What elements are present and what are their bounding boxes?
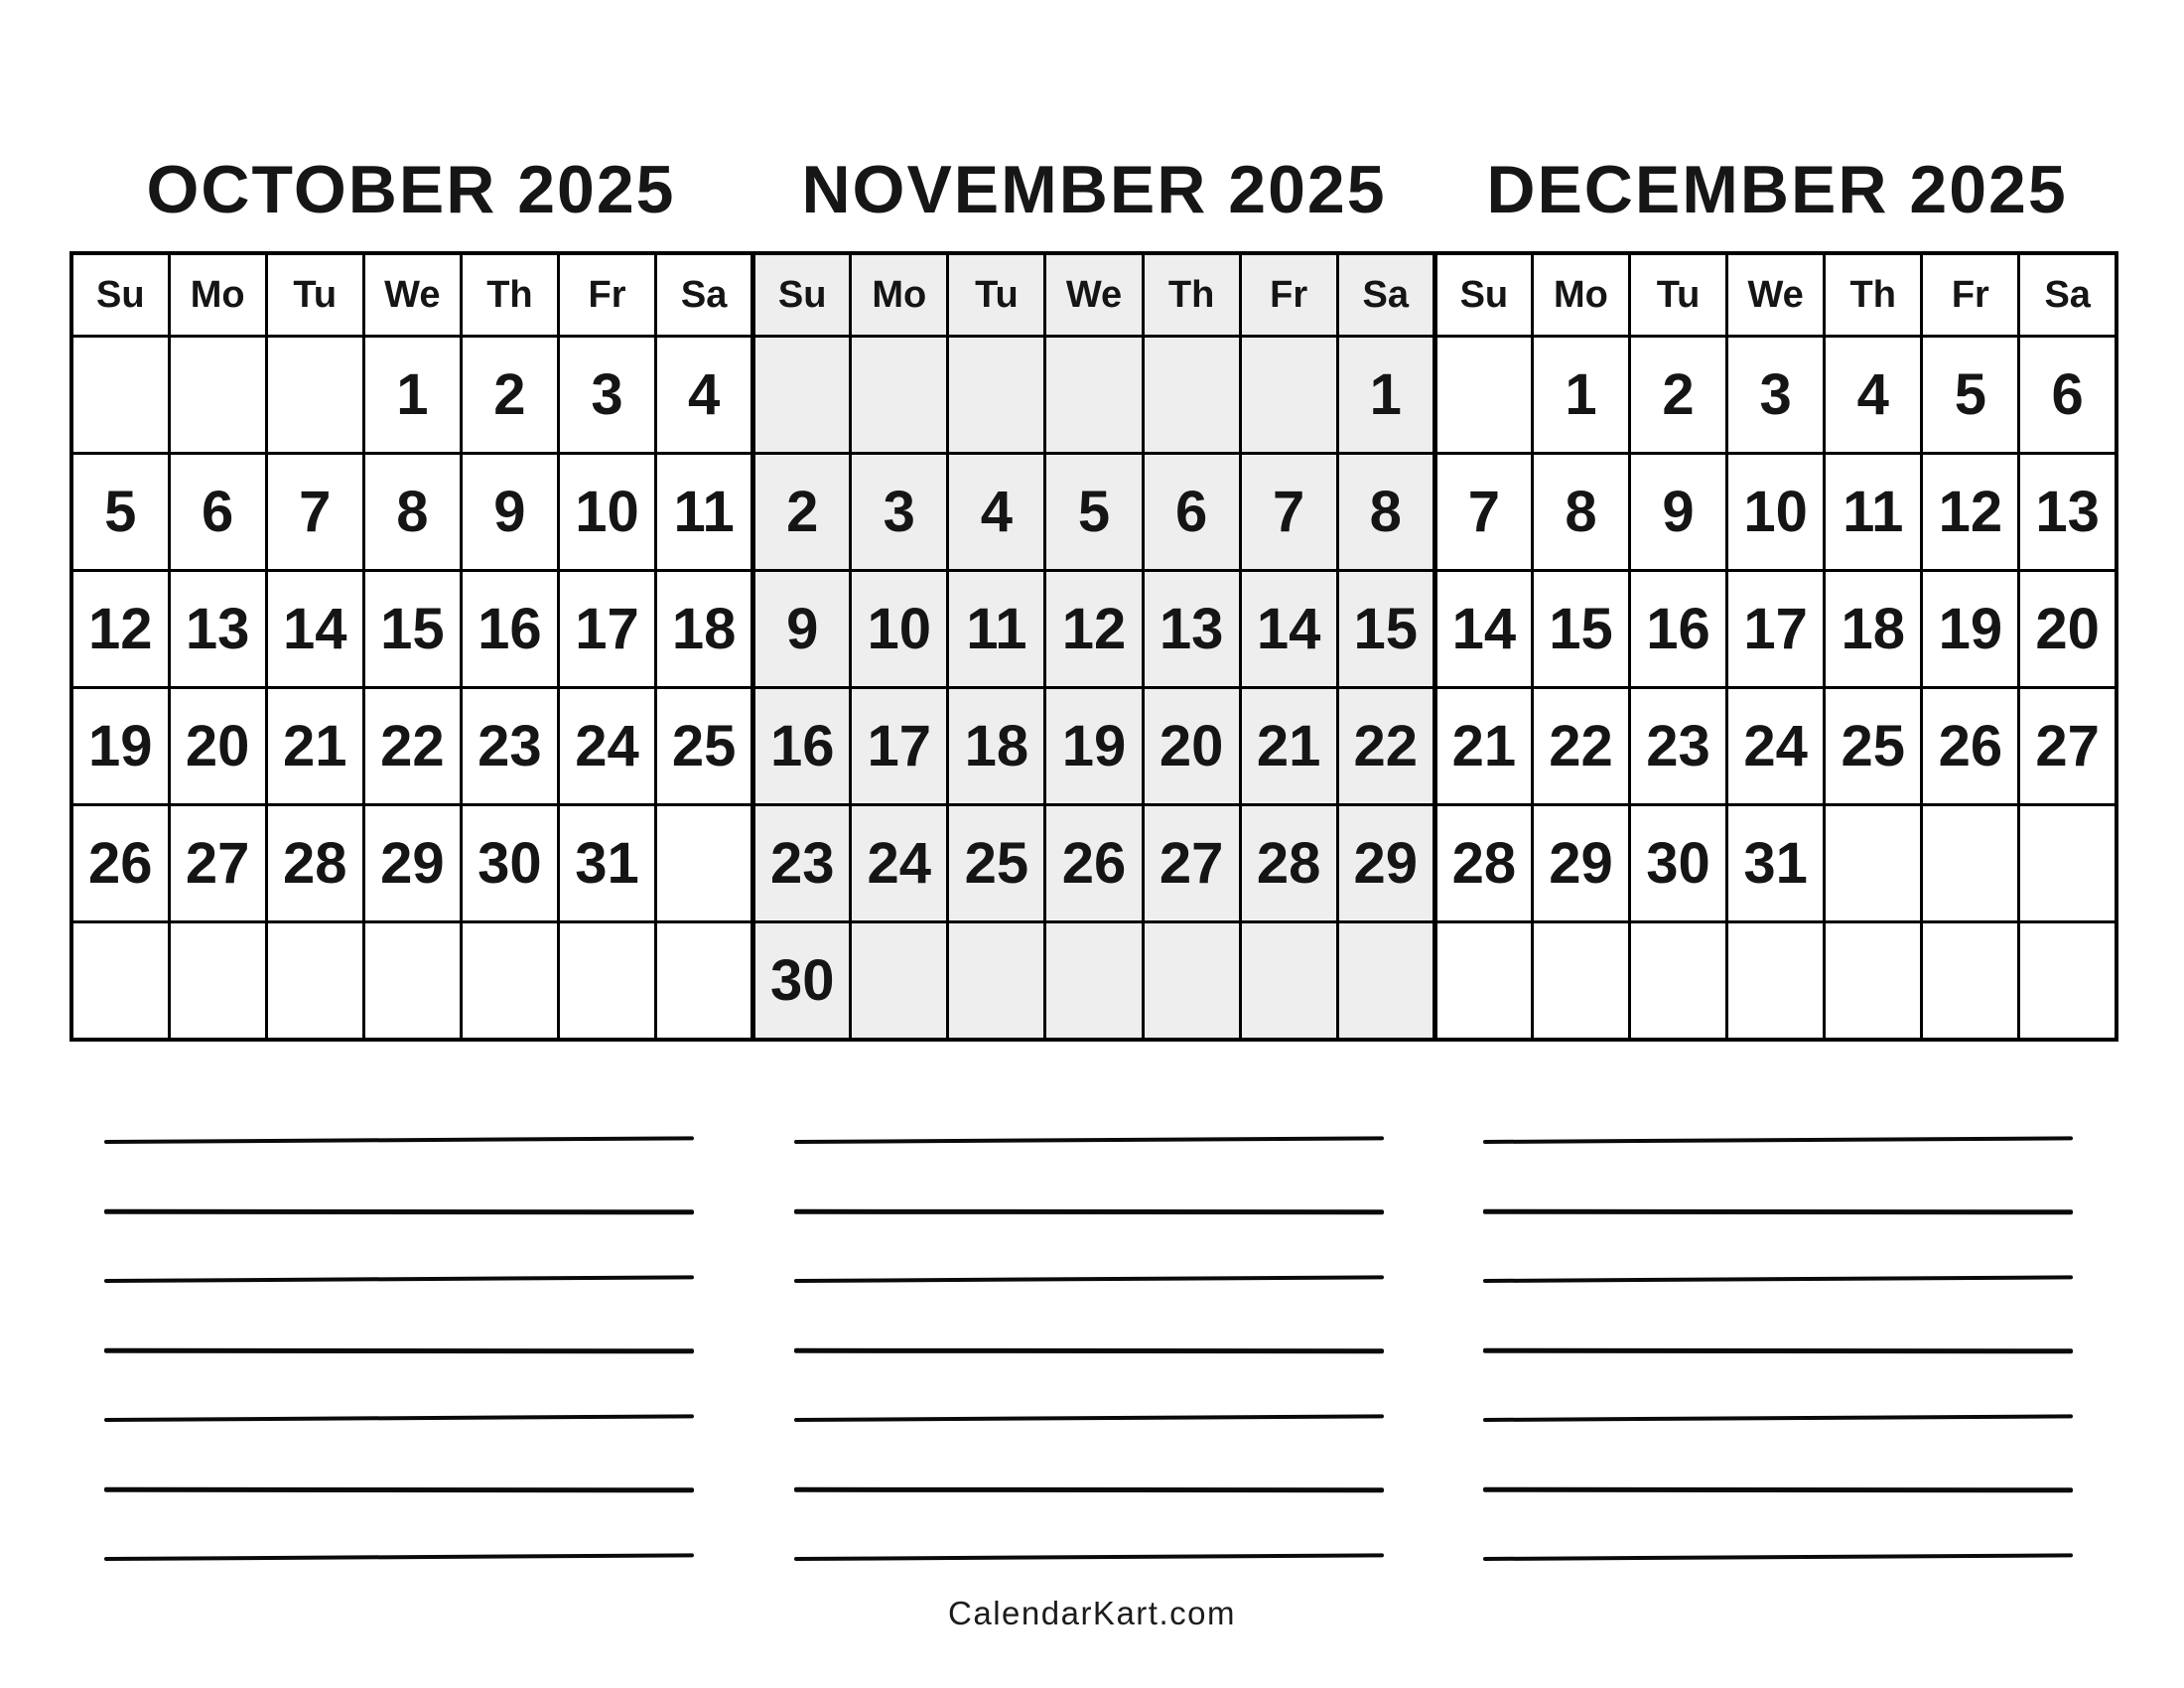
calendar-table [69,251,2118,1042]
title-slot-december [1435,151,2118,228]
day-cell: 22 [1532,688,1629,805]
weekday-header-cell: We [363,253,461,337]
notes-column [794,1140,1384,1626]
footer-brand: CalendarKart.com [948,1595,1236,1631]
day-cell: 17 [851,688,948,805]
day-cell: 22 [1337,688,1434,805]
note-line [1483,1275,2073,1283]
note-line [793,1487,1383,1493]
day-cell: 15 [363,571,461,688]
weekday-header-cell: Th [1825,253,1922,337]
note-line [793,1414,1383,1422]
day-cell: 26 [71,805,169,922]
month-title-november: NOVEMBER 2025 [801,152,1387,227]
day-cell: 19 [71,688,169,805]
day-cell: 30 [461,805,558,922]
day-cell: 5 [1922,337,2019,454]
day-cell: 29 [363,805,461,922]
day-cell: 30 [753,922,851,1041]
empty-day-cell [1532,922,1629,1041]
day-cell: 11 [948,571,1045,688]
day-cell: 19 [1045,688,1143,805]
note-line [793,1553,1383,1561]
day-cell: 10 [558,454,655,571]
day-cell: 12 [1922,454,2019,571]
note-line [793,1209,1383,1215]
weekday-header-cell: Th [461,253,558,337]
note-line [793,1348,1383,1354]
note-line [793,1136,1383,1144]
calendar-week-row [71,571,2116,688]
day-cell: 9 [461,454,558,571]
day-cell: 23 [1630,688,1727,805]
weekday-header-cell: Mo [169,253,266,337]
day-cell: 20 [2019,571,2116,688]
day-cell: 27 [2019,688,2116,805]
note-line [793,1275,1383,1283]
empty-day-cell [948,337,1045,454]
day-cell: 3 [558,337,655,454]
note-line [104,1487,694,1493]
day-cell: 5 [71,454,169,571]
calendar-week-row [71,688,2116,805]
day-cell: 24 [851,805,948,922]
empty-day-cell [1727,922,1825,1041]
day-cell: 4 [948,454,1045,571]
day-cell: 20 [1143,688,1240,805]
empty-day-cell [461,922,558,1041]
day-cell: 28 [266,805,363,922]
weekday-header-cell: Tu [948,253,1045,337]
title-slot-october [69,151,752,228]
day-cell: 4 [656,337,753,454]
day-cell: 28 [1434,805,1532,922]
day-cell: 27 [169,805,266,922]
month-title-october: OCTOBER 2025 [146,152,676,227]
day-cell: 6 [2019,337,2116,454]
note-line [104,1553,694,1561]
day-cell: 10 [851,571,948,688]
empty-day-cell [851,337,948,454]
empty-day-cell [1434,922,1532,1041]
calendar-week-row [71,337,2116,454]
day-cell: 11 [656,454,753,571]
day-cell: 9 [753,571,851,688]
empty-day-cell [71,922,169,1041]
day-cell: 5 [1045,454,1143,571]
day-cell: 22 [363,688,461,805]
empty-day-cell [1922,922,2019,1041]
month-title-december: DECEMBER 2025 [1486,152,2068,227]
calendar-week-row [71,805,2116,922]
day-cell: 24 [558,688,655,805]
empty-day-cell [1045,922,1143,1041]
day-cell: 17 [1727,571,1825,688]
empty-day-cell [558,922,655,1041]
weekday-header-cell: Sa [656,253,753,337]
day-cell: 21 [1240,688,1337,805]
note-line [1483,1414,2073,1422]
day-cell: 27 [1143,805,1240,922]
day-cell: 18 [948,688,1045,805]
empty-day-cell [1922,805,2019,922]
day-cell: 4 [1825,337,1922,454]
day-cell: 10 [1727,454,1825,571]
empty-day-cell [266,922,363,1041]
day-cell: 3 [1727,337,1825,454]
day-cell: 2 [1630,337,1727,454]
month-titles-row [69,151,2118,228]
day-cell: 14 [1240,571,1337,688]
title-slot-november [752,151,1435,228]
empty-day-cell [656,805,753,922]
day-cell: 25 [948,805,1045,922]
calendar-week-row [71,922,2116,1041]
day-cell: 31 [1727,805,1825,922]
day-cell: 19 [1922,571,2019,688]
empty-day-cell [266,337,363,454]
day-cell: 13 [1143,571,1240,688]
weekday-header-cell: Fr [558,253,655,337]
empty-day-cell [1143,337,1240,454]
day-cell: 1 [1532,337,1629,454]
day-cell: 1 [1337,337,1434,454]
empty-day-cell [1240,922,1337,1041]
note-line [1483,1209,2073,1215]
note-line [1483,1348,2073,1354]
empty-day-cell [1240,337,1337,454]
weekday-header-cell: We [1727,253,1825,337]
weekday-header-cell: Tu [1630,253,1727,337]
day-cell: 12 [1045,571,1143,688]
weekday-header-cell: Sa [1337,253,1434,337]
weekday-header-cell: Fr [1922,253,2019,337]
day-cell: 8 [363,454,461,571]
weekday-header-cell: Su [1434,253,1532,337]
note-line [104,1209,694,1215]
day-cell: 14 [1434,571,1532,688]
empty-day-cell [753,337,851,454]
day-cell: 20 [169,688,266,805]
empty-day-cell [363,922,461,1041]
day-cell: 23 [753,805,851,922]
day-cell: 1 [363,337,461,454]
day-cell: 26 [1922,688,2019,805]
day-cell: 24 [1727,688,1825,805]
day-cell: 2 [461,337,558,454]
day-cell: 29 [1337,805,1434,922]
day-cell: 6 [1143,454,1240,571]
empty-day-cell [2019,805,2116,922]
empty-day-cell [1825,922,1922,1041]
note-line [1483,1487,2073,1493]
empty-day-cell [1045,337,1143,454]
empty-day-cell [2019,922,2116,1041]
day-cell: 30 [1630,805,1727,922]
day-cell: 8 [1337,454,1434,571]
note-line [1483,1553,2073,1561]
empty-day-cell [1337,922,1434,1041]
note-line [104,1348,694,1354]
note-line [104,1275,694,1283]
day-cell: 3 [851,454,948,571]
day-cell: 28 [1240,805,1337,922]
day-cell: 21 [1434,688,1532,805]
day-cell: 21 [266,688,363,805]
day-cell: 7 [1240,454,1337,571]
day-cell: 13 [2019,454,2116,571]
empty-day-cell [1825,805,1922,922]
empty-day-cell [1143,922,1240,1041]
day-cell: 29 [1532,805,1629,922]
day-cell: 7 [266,454,363,571]
empty-day-cell [1630,922,1727,1041]
note-line [104,1136,694,1144]
calendar-week-row [71,454,2116,571]
note-line [1483,1136,2073,1144]
weekday-header-cell: Mo [1532,253,1629,337]
day-cell: 16 [1630,571,1727,688]
weekday-header-row [71,253,2116,337]
weekday-header-cell: Tu [266,253,363,337]
empty-day-cell [656,922,753,1041]
day-cell: 31 [558,805,655,922]
day-cell: 16 [753,688,851,805]
day-cell: 18 [1825,571,1922,688]
day-cell: 18 [656,571,753,688]
empty-day-cell [948,922,1045,1041]
weekday-header-cell: We [1045,253,1143,337]
empty-day-cell [851,922,948,1041]
empty-day-cell [169,922,266,1041]
notes-area [104,1140,2073,1626]
day-cell: 14 [266,571,363,688]
day-cell: 2 [753,454,851,571]
notes-column [104,1140,694,1626]
day-cell: 7 [1434,454,1532,571]
empty-day-cell [169,337,266,454]
day-cell: 25 [1825,688,1922,805]
note-line [104,1414,694,1422]
empty-day-cell [71,337,169,454]
day-cell: 9 [1630,454,1727,571]
day-cell: 11 [1825,454,1922,571]
day-cell: 12 [71,571,169,688]
day-cell: 17 [558,571,655,688]
day-cell: 16 [461,571,558,688]
day-cell: 15 [1337,571,1434,688]
weekday-header-cell: Fr [1240,253,1337,337]
weekday-header-cell: Th [1143,253,1240,337]
weekday-header-cell: Sa [2019,253,2116,337]
day-cell: 25 [656,688,753,805]
day-cell: 6 [169,454,266,571]
day-cell: 8 [1532,454,1629,571]
notes-column [1483,1140,2073,1626]
day-cell: 23 [461,688,558,805]
weekday-header-cell: Su [753,253,851,337]
weekday-header-cell: Su [71,253,169,337]
day-cell: 26 [1045,805,1143,922]
weekday-header-cell: Mo [851,253,948,337]
empty-day-cell [1434,337,1532,454]
day-cell: 15 [1532,571,1629,688]
day-cell: 13 [169,571,266,688]
